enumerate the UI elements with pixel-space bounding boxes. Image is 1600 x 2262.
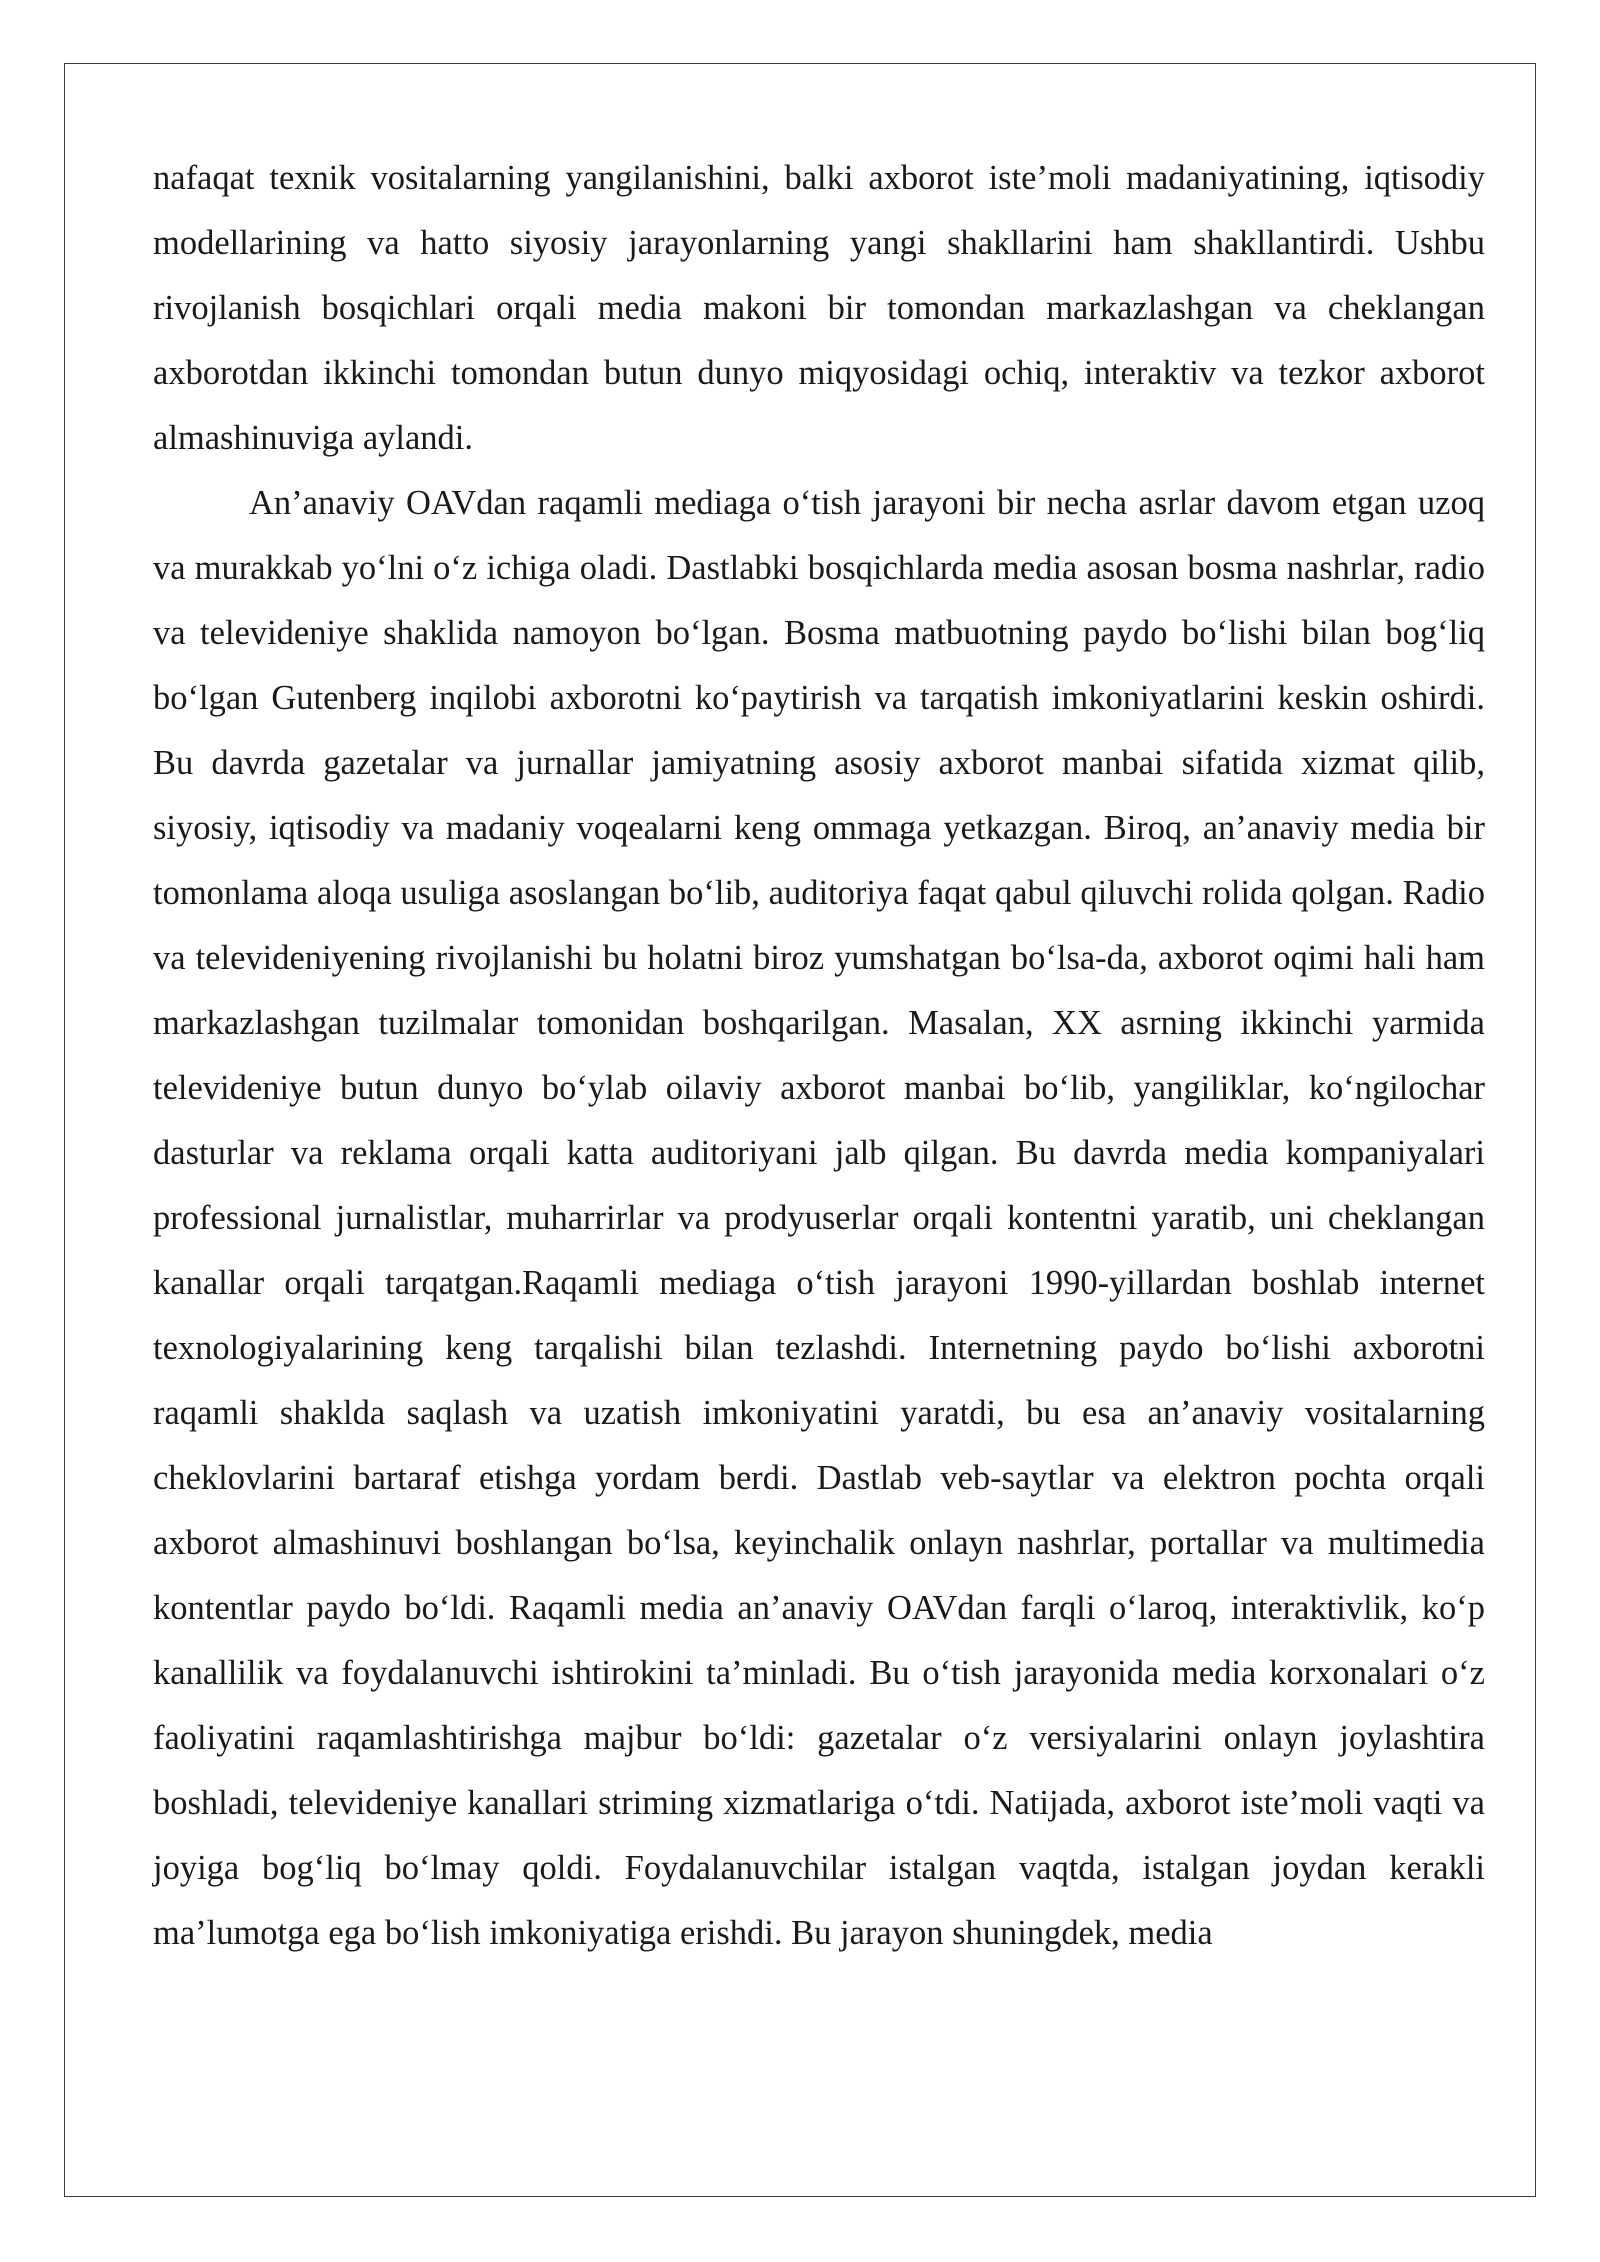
document-body xyxy=(153,146,1485,1966)
paragraph-continuation: nafaqat texnik vositalarning yangilanishini, balki axborot iste’moli madaniyatining, iqtisodiy modellarining va hatto siyosiy jarayonlarning yangi shakllarini ham shakllantirdi. Ushbu rivojlanish bosqichlari orqali media makoni bir tomondan markazlashgan va cheklangan axborotdan ikkinchi tomondan butun dunyo miqyosidagi ochiq, interaktiv va tezkor axborot almashinuviga aylandi. xyxy=(153,159,1485,457)
paragraph-media-transition: An’anaviy OAVdan raqamli mediaga o‘tish jarayoni bir necha asrlar davom etgan uzoq va murakkab yo‘lni o‘z ichiga oladi. Dastlabki bosqichlarda media asosan bosma nashrlar, radio va televideniye shaklida namoyon bo‘lgan. Bosma matbuotning paydo bo‘lishi bilan bog‘liq bo‘lgan Gutenberg inqilobi axborotni ko‘paytirish va tarqatish imkoniyatlarini keskin oshirdi. Bu davrda gazetalar va jurnallar jamiyatning asosiy axborot manbai sifatida xizmat qilib, siyosiy, iqtisodiy va madaniy voqealarni keng ommaga yetkazgan. Biroq, an’anaviy media bir tomonlama aloqa usuliga asoslangan bo‘lib, auditoriya faqat qabul qiluvchi rolida qolgan. Radio va televideniyening rivojlanishi bu holatni biroz yumshatgan bo‘lsa-da, axborot oqimi hali ham markazlashgan tuzilmalar tomonidan boshqarilgan. Masalan, XX asrning ikkinchi yarmida televideniye butun dunyo bo‘ylab oilaviy axborot manbai bo‘lib, yangiliklar, ko‘ngilochar dasturlar va reklama orqali katta auditoriyani jalb qilgan. Bu davrda media kompaniyalari professional jurnalistlar, muharrirlar va prodyuserlar orqali kontentni yaratib, uni cheklangan kanallar orqali tarqatgan.Raqamli mediaga o‘tish jarayoni 1990-yillardan boshlab internet texnologiyalarining keng tarqalishi bilan tezlashdi. Internetning paydo bo‘lishi axborotni raqamli shaklda saqlash va uzatish imkoniyatini yaratdi, bu esa an’anaviy vositalarning cheklovlarini bartaraf etishga yordam berdi. Dastlab veb-saytlar va elektron pochta orqali axborot almashinuvi boshlangan bo‘lsa, keyinchalik onlayn nashrlar, portallar va multimedia kontentlar paydo bo‘ldi. Raqamli media an’anaviy OAVdan farqli o‘laroq, interaktivlik, ko‘p kanallilik va foydalanuvchi ishtirokini ta’minladi. Bu o‘tish jarayonida media korxonalari o‘z faoliyatini raqamlashtirishga majbur bo‘ldi: gazetalar o‘z versiyalarini onlayn joylashtira boshladi, televideniye kanallari striming xizmatlariga o‘tdi. Natijada, axborot iste’moli vaqti va joyiga bog‘liq bo‘lmay qoldi. Foydalanuvchilar istalgan vaqtda, istalgan joydan kerakli ma’lumotga ega bo‘lish imkoniyatiga erishdi. Bu jarayon shuningdek, media xyxy=(153,484,1485,1952)
